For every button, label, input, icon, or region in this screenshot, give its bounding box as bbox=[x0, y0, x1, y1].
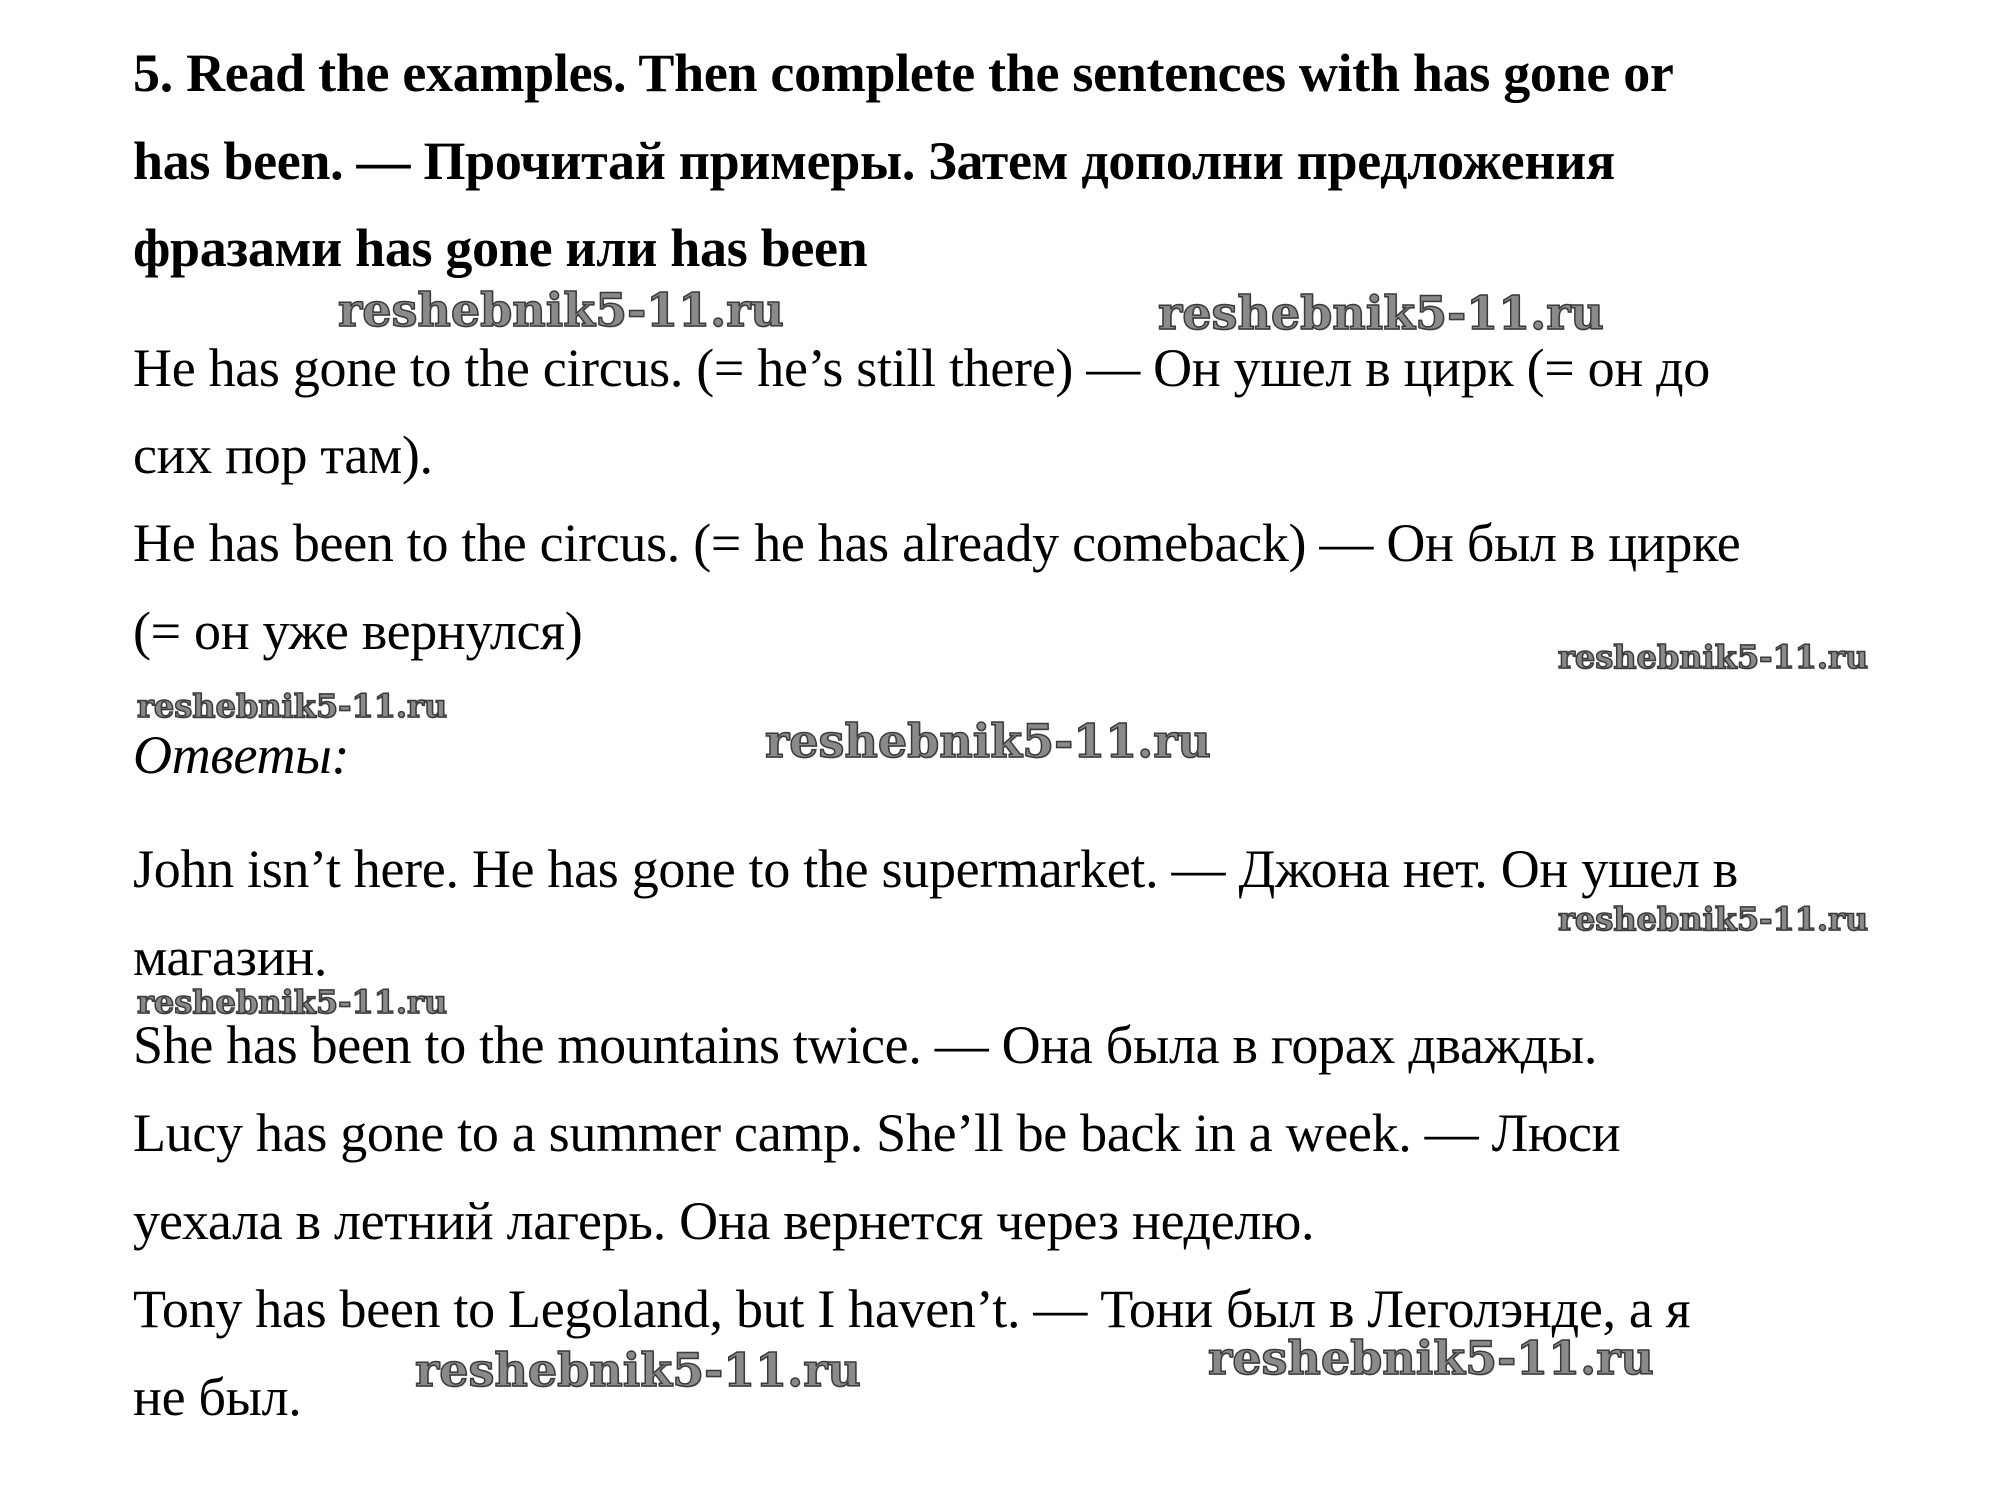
watermark: reshebnik5-11.ru bbox=[137, 687, 448, 725]
task-heading-line-2: has been. — Прочитай примеры. Затем дополни предложения bbox=[133, 131, 1615, 191]
watermark: reshebnik5-11.ru bbox=[1208, 1331, 1654, 1385]
answer-line-3: She has been to the mountains twice. — Она была в горах дважды. bbox=[133, 1015, 1598, 1075]
watermark: reshebnik5-11.ru bbox=[1158, 286, 1604, 340]
watermark: reshebnik5-11.ru bbox=[338, 283, 784, 337]
watermark: reshebnik5-11.ru bbox=[137, 983, 448, 1021]
answer-line-2: магазин. bbox=[133, 927, 328, 987]
answers-heading: Ответы: bbox=[133, 725, 350, 785]
watermark: reshebnik5-11.ru bbox=[1558, 900, 1869, 938]
answer-line-6: Tony has been to Legoland, but I haven’t. — Тони был в Леголэнде, а я bbox=[133, 1279, 1691, 1339]
answer-line-1: John isn’t here. He has gone to the supermarket. — Джона нет. Он ушел в bbox=[133, 839, 1738, 899]
example-line-1: He has gone to the circus. (= he’s still there) — Он ушел в цирк (= он до bbox=[133, 338, 1711, 398]
task-heading-line-3: фразами has gone или has been bbox=[133, 218, 868, 278]
task-heading-line-1: 5. Read the examples. Then complete the sentences with has gone or bbox=[133, 43, 1674, 103]
answer-line-4: Lucy has gone to a summer camp. She’ll be back in a week. — Люси bbox=[133, 1103, 1621, 1163]
answer-line-5: уехала в летний лагерь. Она вернется через неделю. bbox=[133, 1191, 1315, 1251]
watermark: reshebnik5-11.ru bbox=[765, 714, 1211, 768]
watermark: reshebnik5-11.ru bbox=[415, 1343, 861, 1397]
example-line-2: сих пор там). bbox=[133, 425, 433, 485]
example-line-3: He has been to the circus. (= he has already comeback) — Он был в цирке bbox=[133, 513, 1741, 573]
watermark: reshebnik5-11.ru bbox=[1558, 638, 1869, 676]
answer-line-7: не был. bbox=[133, 1367, 302, 1427]
example-line-4: (= он уже вернулся) bbox=[133, 601, 583, 661]
